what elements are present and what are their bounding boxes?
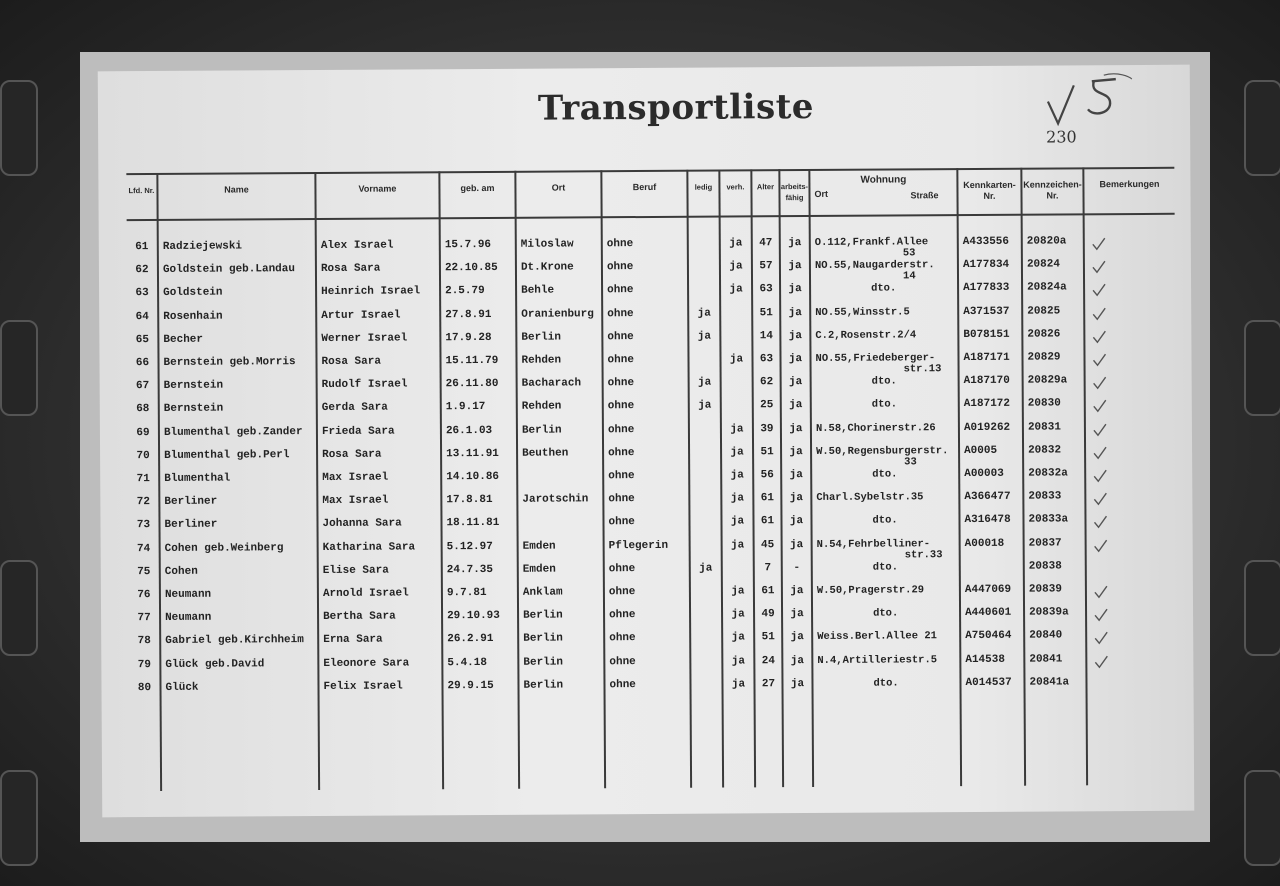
cell-beruf: ohne (609, 609, 636, 622)
cell-geb: 18.11.81 (446, 517, 500, 530)
cell-arb: ja (789, 538, 804, 551)
cell-kennkarte: A750464 (965, 630, 1012, 643)
cell-arb: ja (789, 422, 803, 435)
cell-nr: 65 (135, 333, 150, 346)
cell-beruf: ohne (607, 307, 634, 320)
header-wohnung-ort: Ort (814, 188, 829, 199)
cell-arb: ja (790, 654, 804, 667)
cell-wohnung: O.112,Frankf.Allee (814, 236, 929, 249)
header-arb: arbeits-fähig (780, 182, 809, 203)
cell-verh: ja (731, 585, 745, 598)
cell-kennzeichen: 20825 (1027, 305, 1061, 318)
cell-beruf: ohne (607, 400, 635, 413)
cell-vorname: Johanna Sara (322, 517, 402, 531)
column-rule (1020, 168, 1025, 786)
cell-geb: 26.11.80 (445, 378, 499, 391)
cell-kennzeichen: 20838 (1028, 560, 1062, 573)
cell-name: Rosenhain (163, 310, 223, 323)
film-sprocket (0, 770, 38, 866)
cell-ort: Oranienburg (521, 307, 594, 321)
transport-table (98, 65, 1195, 818)
checkmark-icon (1092, 376, 1108, 390)
cell-arb: ja (789, 515, 804, 528)
cell-vorname: Rosa Sara (322, 448, 382, 461)
cell-geb: 24.7.35 (446, 563, 494, 577)
cell-ort: Emden (522, 540, 556, 553)
cell-alter: 51 (760, 446, 774, 459)
cell-kennkarte: A187170 (963, 374, 1010, 388)
cell-geb: 5.12.97 (446, 540, 493, 553)
cell-arb: ja (788, 260, 802, 273)
cell-name: Bernstein (163, 379, 224, 393)
cell-beruf: ohne (606, 261, 634, 274)
cell-beruf: ohne (608, 493, 635, 506)
cell-kennzeichen: 20833a (1028, 513, 1069, 527)
cell-geb: 29.10.93 (447, 610, 500, 623)
cell-verh: ja (730, 446, 744, 459)
cell-beruf: ohne (609, 655, 636, 668)
cell-arb: ja (788, 353, 803, 366)
column-rule (600, 170, 605, 788)
cell-kennzeichen: 20840 (1029, 629, 1063, 643)
checkmark-icon (1092, 446, 1108, 460)
cell-verh: ja (730, 492, 744, 505)
cell-ledig: ja (697, 330, 711, 343)
checkmark-icon (1091, 237, 1107, 251)
cell-vorname: Artur Israel (321, 309, 401, 322)
cell-ort: Miloslaw (520, 238, 574, 251)
cell-wohnung: dto. (871, 282, 897, 296)
cell-name: Blumenthal (164, 472, 231, 485)
cell-arb: - (793, 561, 801, 574)
cell-vorname: Arnold Israel (322, 587, 409, 600)
checkmark-icon (1092, 400, 1108, 414)
cell-wohnung-cont: 53 (902, 247, 916, 260)
cell-beruf: ohne (607, 330, 634, 344)
cell-kennzeichen: 20831 (1027, 421, 1061, 434)
column-rule (514, 171, 519, 789)
cell-geb: 13.11.91 (446, 447, 499, 461)
cell-geb: 15.7.96 (444, 238, 492, 252)
cell-name: Blumenthal geb.Zander (163, 425, 303, 439)
cell-name: Goldstein geb.Landau (162, 263, 296, 277)
cell-geb: 2.5.79 (445, 285, 485, 298)
cell-beruf: ohne (607, 423, 635, 436)
cell-vorname: Heinrich Israel (321, 285, 421, 299)
cell-kennkarte: A019262 (963, 421, 1011, 434)
cell-vorname: Felix Israel (323, 680, 403, 693)
cell-alter: 56 (760, 469, 774, 482)
cell-kennzeichen: 20841 (1029, 653, 1063, 666)
column-rule (1082, 167, 1087, 785)
cell-ort: Rehden (521, 354, 562, 367)
cell-verh: ja (731, 678, 746, 691)
header-ort: Ort (551, 182, 566, 193)
cell-alter: 57 (759, 260, 773, 273)
cell-geb: 1.9.17 (445, 401, 486, 414)
cell-ort: Jarotschin (522, 493, 589, 506)
cell-vorname: Rosa Sara (320, 262, 381, 276)
cell-geb: 14.10.86 (446, 470, 500, 484)
cell-nr: 80 (137, 681, 152, 694)
cell-arb: ja (788, 376, 803, 389)
cell-kennkarte: A366477 (964, 490, 1011, 504)
cell-wohnung: C.2,Rosenstr.2/4 (815, 329, 917, 342)
cell-nr: 67 (136, 380, 150, 393)
cell-wohnung: N.58,Chorinerstr.26 (815, 421, 936, 435)
page-number: 230 (1046, 127, 1077, 147)
table-top-rule (126, 167, 1174, 175)
cell-geb: 15.11.79 (445, 354, 499, 368)
checkmark-icon (1092, 469, 1108, 483)
header-nr: Lfd. Nr. (128, 185, 155, 196)
checkmark-icon (1093, 539, 1109, 553)
cell-nr: 63 (135, 287, 149, 300)
cell-kennkarte: A187172 (963, 398, 1011, 411)
transport-list-sheet (98, 65, 1195, 818)
cell-ort: Dt.Krone (520, 261, 574, 274)
header-ledig: ledig (694, 182, 713, 192)
cell-beruf: ohne (608, 562, 636, 576)
cell-wohnung: NO.55,Naugarderstr. (814, 259, 935, 273)
cell-ort: Bacharach (521, 377, 582, 390)
cell-name: Radziejewski (162, 240, 243, 253)
cell-nr: 64 (135, 310, 149, 323)
cell-nr: 76 (137, 589, 151, 602)
cell-geb: 29.9.15 (447, 679, 494, 693)
checkmark-icon (1092, 516, 1108, 530)
cell-nr: 78 (137, 635, 151, 648)
cell-name: Goldstein (163, 286, 223, 300)
cell-alter: 51 (759, 306, 773, 319)
cell-verh: ja (729, 353, 744, 366)
cell-nr: 72 (136, 496, 150, 509)
header-kennzeichen: Kennzeichen-Nr. (1023, 179, 1082, 201)
column-rule (956, 168, 961, 786)
cell-beruf: ohne (606, 238, 634, 251)
cell-alter: 24 (761, 654, 775, 667)
cell-geb: 9.7.81 (446, 586, 487, 600)
cell-wohnung: W.50,Regensburgerstr. (816, 444, 949, 458)
cell-wohnung: Weiss.Berl.Allee 21 (817, 630, 937, 644)
cell-ort: Berlin (523, 679, 564, 692)
cell-arb: ja (788, 283, 802, 296)
checkmark-icon (1091, 353, 1107, 367)
cell-kennkarte: A00003 (964, 467, 1004, 481)
cell-ort: Berlin (523, 656, 563, 669)
cell-verh: ja (730, 422, 744, 436)
cell-kennzeichen: 20839 (1028, 583, 1062, 596)
cell-ledig: ja (697, 376, 712, 389)
cell-verh: ja (729, 260, 743, 273)
cell-alter: 47 (759, 237, 773, 250)
cell-kennzeichen: 20820a (1026, 235, 1067, 248)
checkmark-icon (1091, 307, 1107, 321)
cell-arb: ja (788, 329, 802, 342)
cell-nr: 77 (137, 612, 151, 625)
checkmark-icon (1091, 284, 1107, 298)
cell-name: Neumann (165, 611, 212, 625)
cell-kennkarte: A177834 (962, 258, 1010, 272)
cell-nr: 79 (137, 658, 151, 671)
cell-wohnung: N.54,Fehrbelliner- (816, 537, 931, 551)
cell-nr: 74 (137, 542, 151, 555)
cell-verh: ja (731, 654, 745, 668)
cell-verh: ja (729, 283, 743, 296)
cell-wohnung: dto. (873, 607, 899, 620)
cell-verh: ja (729, 237, 743, 250)
cell-nr: 61 (135, 241, 149, 254)
cell-wohnung: dto. (871, 398, 898, 412)
header-name: Name (224, 184, 249, 195)
cell-kennkarte: A177833 (963, 282, 1010, 295)
cell-wohnung-cont: str.33 (904, 548, 943, 562)
cell-beruf: ohne (607, 377, 635, 390)
cell-vorname: Alex Israel (320, 239, 394, 252)
cell-ort: Berlin (523, 632, 563, 646)
cell-name: Glück (165, 681, 199, 694)
cell-vorname: Bertha Sara (323, 610, 396, 624)
cell-geb: 5.4.18 (447, 656, 487, 669)
cell-ort: Rehden (521, 400, 562, 414)
cell-wohnung: N.4,Artilleriestr.5 (817, 653, 938, 667)
cell-name: Blumenthal geb.Perl (164, 448, 290, 462)
cell-alter: 62 (759, 376, 774, 389)
cell-wohnung: Charl.Sybelstr.35 (816, 491, 924, 505)
cell-name: Glück geb.David (165, 657, 265, 671)
cell-kennzeichen: 20829a (1027, 374, 1068, 387)
cell-beruf: ohne (608, 516, 635, 529)
cell-beruf: ohne (607, 354, 634, 367)
cell-arb: ja (789, 399, 803, 412)
header-wohnung: Wohnung (860, 174, 907, 186)
cell-wohnung: NO.55,Friedeberger- (815, 352, 936, 365)
cell-arb: ja (790, 677, 805, 690)
film-sprocket (1244, 320, 1280, 416)
cell-kennkarte: A014537 (965, 676, 1012, 689)
cell-verh: ja (730, 538, 745, 552)
cell-kennzeichen: 20830 (1027, 397, 1061, 411)
cell-kennzeichen: 20837 (1028, 537, 1062, 550)
cell-geb: 26.2.91 (447, 633, 494, 646)
cell-arb: ja (788, 306, 802, 319)
cell-vorname: Eleonore Sara (323, 657, 410, 670)
cell-alter: 7 (764, 562, 772, 575)
film-sprocket (1244, 80, 1280, 176)
cell-nr: 73 (136, 519, 151, 532)
cell-beruf: ohne (607, 284, 634, 297)
cell-vorname: Elise Sara (322, 564, 389, 577)
cell-vorname: Erna Sara (323, 634, 383, 647)
cell-kennzeichen: 20832a (1028, 467, 1068, 480)
checkmark-icon (1093, 608, 1109, 622)
cell-geb: 22.10.85 (444, 262, 498, 275)
checkmark-icon (1092, 423, 1108, 437)
cell-geb: 26.1.03 (445, 424, 493, 437)
cell-kennkarte: A00018 (964, 537, 1005, 550)
cell-kennzeichen: 20826 (1027, 328, 1061, 341)
cell-alter: 61 (761, 585, 775, 598)
cell-alter: 25 (760, 399, 774, 412)
cell-wohnung: W.50,Pragerstr.29 (816, 584, 925, 597)
cell-ort: Behle (521, 284, 555, 298)
document-title: Transportliste (537, 86, 815, 129)
cell-vorname: Rudolf Israel (321, 378, 408, 392)
cell-wohnung-cont: 33 (904, 456, 917, 469)
header-wohnung-strasse: Straße (910, 190, 939, 201)
column-rule (314, 172, 319, 790)
cell-kennzeichen: 20832 (1028, 444, 1062, 457)
cell-alter: 49 (761, 608, 775, 621)
checkmark-icon (1091, 260, 1107, 274)
cell-vorname: Katharina Sara (322, 541, 416, 554)
cell-kennkarte: A316478 (964, 514, 1011, 527)
film-sprocket (0, 320, 38, 416)
cell-wohnung: dto. (872, 514, 898, 528)
cell-alter: 63 (759, 283, 773, 296)
cell-name: Bernstein geb.Morris (163, 356, 296, 369)
cell-arb: ja (789, 469, 803, 482)
cell-arb: ja (790, 631, 804, 644)
cell-arb: ja (789, 445, 803, 458)
cell-verh: ja (731, 631, 745, 644)
cell-kennkarte: B078151 (963, 328, 1010, 341)
cell-name: Cohen (164, 565, 198, 578)
header-vorname: Vorname (358, 183, 397, 194)
checkmark-icon (1093, 585, 1109, 599)
cell-kennkarte: A371537 (963, 305, 1010, 318)
cell-nr: 71 (136, 473, 150, 486)
cell-alter: 27 (761, 678, 776, 691)
cell-ledig: ja (697, 307, 711, 320)
cell-nr: 75 (137, 565, 151, 578)
cell-wohnung-cont: str.13 (903, 363, 942, 376)
cell-kennzeichen: 20824a (1027, 281, 1067, 295)
cell-ort: Berlin (523, 609, 563, 622)
cell-kennkarte: A0005 (964, 444, 998, 457)
cell-vorname: Frieda Sara (321, 425, 395, 438)
cell-nr: 66 (135, 357, 150, 370)
cell-beruf: Pflegerin (608, 539, 669, 552)
column-rule (686, 170, 691, 788)
header-kennkarte: Kennkarten-Nr. (963, 179, 1016, 201)
column-rule (438, 171, 443, 789)
cell-kennkarte: A447069 (964, 583, 1012, 597)
cell-arb: ja (789, 492, 803, 505)
cell-alter: 39 (760, 422, 774, 435)
cell-alter: 45 (760, 538, 775, 551)
cell-verh: ja (730, 469, 744, 482)
cell-vorname: Max Israel (322, 494, 389, 508)
cell-nr: 68 (136, 403, 150, 416)
cell-verh: ja (730, 515, 745, 528)
header-geb: geb. am (460, 182, 495, 194)
cell-ort: Beuthen (522, 447, 569, 460)
cell-kennkarte: A440601 (965, 606, 1012, 620)
cell-beruf: ohne (608, 446, 635, 460)
cell-vorname: Gerda Sara (321, 401, 388, 415)
cell-kennkarte: A187171 (963, 351, 1010, 365)
cell-arb: ja (790, 608, 804, 621)
cell-ort: Berlin (521, 424, 562, 437)
header-bem: Bemerkungen (1099, 178, 1160, 190)
cell-kennzeichen: 20824 (1026, 258, 1060, 271)
header-verh: verh. (726, 182, 745, 192)
checkmark-icon (1093, 632, 1109, 646)
checkmark-icon (1091, 330, 1107, 344)
cell-arb: ja (790, 585, 804, 598)
cell-ort: Emden (522, 563, 556, 576)
cell-alter: 61 (760, 492, 774, 505)
film-sprocket (0, 560, 38, 656)
cell-name: Gabriel geb.Kirchheim (165, 634, 304, 648)
cell-arb: ja (788, 237, 802, 250)
cell-wohnung-cont: 14 (902, 270, 916, 283)
cell-nr: 62 (135, 264, 149, 277)
cell-beruf: ohne (608, 470, 635, 483)
cell-geb: 17.9.28 (445, 331, 492, 345)
cell-name: Berliner (164, 495, 218, 509)
cell-name: Berliner (164, 519, 218, 532)
cell-alter: 51 (761, 631, 775, 644)
cell-verh: ja (731, 608, 745, 621)
film-sprocket (1244, 560, 1280, 656)
cell-alter: 63 (759, 353, 774, 366)
cell-beruf: ohne (609, 632, 636, 645)
cell-vorname: Werner Israel (321, 332, 408, 345)
cell-name: Cohen geb.Weinberg (164, 541, 284, 555)
cell-vorname: Max Israel (322, 471, 389, 484)
cell-beruf: ohne (608, 586, 636, 599)
table-header-rule (127, 213, 1175, 221)
header-alter: Alter (756, 182, 775, 192)
cell-ledig: ja (698, 399, 712, 413)
checkmark-icon (1093, 655, 1109, 669)
cell-wohnung: dto. (872, 561, 899, 574)
cell-kennzeichen: 20833 (1028, 490, 1062, 503)
checkmark-icon (1092, 492, 1108, 506)
cell-wohnung: dto. (873, 677, 899, 690)
cell-alter: 61 (760, 515, 775, 528)
film-sprocket (0, 80, 38, 176)
film-sprocket (1244, 770, 1280, 866)
cell-kennzeichen: 20841a (1029, 676, 1070, 689)
cell-name: Becher (163, 333, 204, 346)
cell-nr: 70 (136, 449, 150, 462)
cell-name: Neumann (164, 588, 212, 601)
cell-wohnung: dto. (871, 375, 897, 388)
cell-geb: 17.8.81 (446, 494, 493, 507)
cell-geb: 27.8.91 (445, 308, 492, 321)
cell-name: Bernstein (163, 402, 224, 416)
cell-ort: Anklam (522, 586, 563, 599)
cell-kennzeichen: 20839a (1029, 606, 1069, 619)
cell-kennkarte: A14538 (965, 653, 1005, 666)
cell-nr: 69 (136, 426, 150, 439)
cell-beruf: ohne (609, 678, 636, 692)
cell-kennkarte: A433556 (962, 235, 1010, 249)
cell-alter: 14 (759, 330, 773, 343)
cell-wohnung: NO.55,Winsstr.5 (815, 305, 910, 319)
cell-ledig: ja (699, 562, 713, 575)
cell-vorname: Rosa Sara (321, 355, 381, 368)
header-beruf: Beruf (632, 181, 657, 193)
cell-wohnung: dto. (872, 468, 898, 481)
cell-kennzeichen: 20829 (1027, 351, 1061, 364)
cell-ort: Berlin (521, 331, 562, 344)
